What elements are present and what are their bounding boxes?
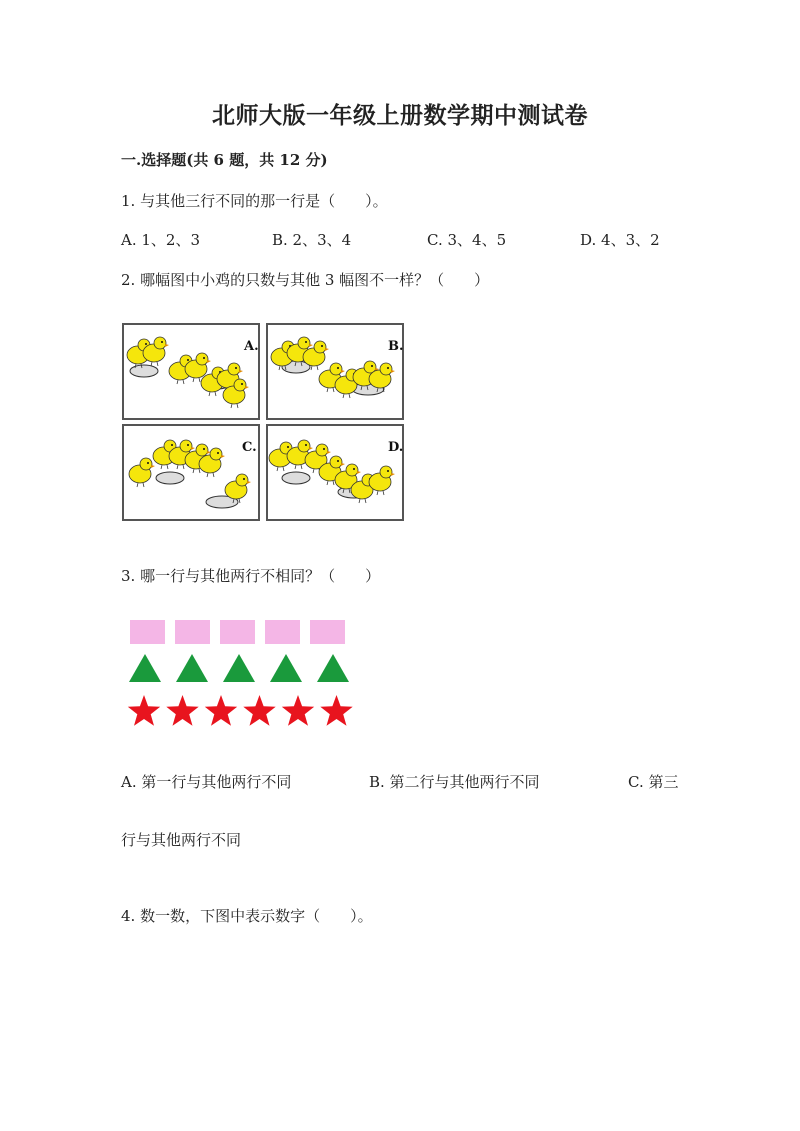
- star-shape: [282, 695, 314, 726]
- rectangle-shape: [310, 620, 345, 644]
- triangle-shape: [317, 654, 349, 682]
- q1-option-a[interactable]: A. 1、2、3: [121, 231, 200, 249]
- star-shape: [128, 695, 160, 726]
- panel-label-a: A.: [244, 339, 259, 354]
- star-shape: [166, 695, 198, 726]
- chick-icon: [129, 458, 155, 487]
- rectangle-shape: [175, 620, 210, 644]
- question-2: 2. 哪幅图中小鸡的只数与其他 3 幅图不一样？（ ）: [121, 271, 490, 289]
- chick-panel-d[interactable]: [266, 424, 404, 521]
- panel-label-c: C.: [242, 440, 257, 455]
- panel-label-b: B.: [388, 339, 404, 354]
- triangle-shape: [270, 654, 302, 682]
- q3-option-c-continued: 行与其他两行不同: [121, 831, 242, 849]
- question-1: 1. 与其他三行不同的那一行是（ ）。: [121, 192, 388, 210]
- rectangle-shape: [220, 620, 255, 644]
- chick-panel-c[interactable]: [122, 424, 260, 521]
- page-title: 北师大版一年级上册数学期中测试卷: [212, 102, 588, 129]
- q3-option-a[interactable]: A. 第一行与其他两行不同: [121, 773, 292, 791]
- triangle-shape: [223, 654, 255, 682]
- rectangle-shape: [130, 620, 165, 644]
- q1-option-c[interactable]: C. 3、4、5: [427, 231, 507, 249]
- rectangle-shape: [265, 620, 300, 644]
- panel-label-d: D.: [388, 440, 404, 455]
- chick-drawing-a: [124, 325, 258, 418]
- q3-option-c[interactable]: C. 第三: [628, 773, 679, 791]
- q3-option-b[interactable]: B. 第二行与其他两行不同: [369, 773, 540, 791]
- star-shape: [320, 695, 352, 726]
- star-shape: [205, 695, 237, 726]
- section-heading: 一.选择题(共 6 题，共 12 分): [121, 151, 328, 169]
- chick-drawing-c: [124, 426, 258, 519]
- chick-panel-a[interactable]: [122, 323, 260, 420]
- q1-option-d[interactable]: D. 4、3、2: [580, 231, 660, 249]
- star-shape: [243, 695, 275, 726]
- chick-drawing-b: [268, 325, 402, 418]
- shape-rows-figure: [120, 612, 360, 732]
- chick-drawing-d: [268, 426, 402, 519]
- chick-panel-b[interactable]: [266, 323, 404, 420]
- question-3: 3. 哪一行与其他两行不相同？（ ）: [121, 567, 381, 585]
- triangle-shape: [129, 654, 161, 682]
- q1-option-b[interactable]: B. 2、3、4: [272, 231, 352, 249]
- question-4: 4. 数一数，下图中表示数字（ ）。: [121, 907, 373, 925]
- triangle-shape: [176, 654, 208, 682]
